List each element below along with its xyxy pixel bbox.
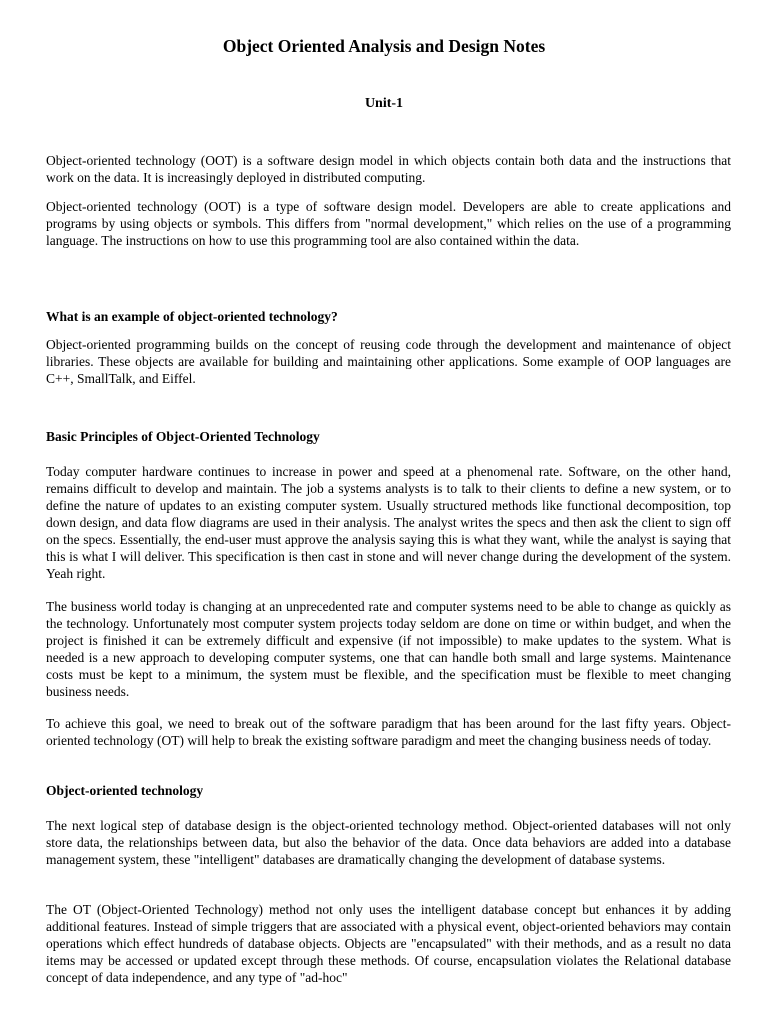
paragraph-database-design: The next logical step of database design is the object-oriented technology method. Object-oriented databases will not only store data, the relationships between data, but also the behavior of the data. Once data behaviors are added into a database management system, these "intelligent" databases are dramatically changing the development of database systems. bbox=[46, 818, 731, 867]
paragraph-achieve-goal: To achieve this goal, we need to break out of the software paradigm that has been around for the last fifty years. Object-oriented technology (OT) will help to break the existing software paradigm and meet the changing business needs of today. bbox=[46, 716, 731, 748]
paragraph-hardware-software: Today computer hardware continues to increase in power and speed at a phenomenal rate. Software, on the other hand, remains difficult to develop and maintain. The job a systems analysts is to talk to their clients to define a new system, or to define the nature of updates to an existing computer system. Usually structured methods like functional decomposition, top down design, and data flow diagrams are used in their analysis. The analyst writes the specs and then ask the client to sign off on the specs. Essentially, the end-user must approve the analysis saying this is what they want, while the analyst is saying that this is what I will deliver. This specification is then cast in stone and will never change during the development of the system. Yeah right. bbox=[46, 464, 731, 581]
paragraph-oot-definition: Object-oriented technology (OOT) is a software design model in which objects contain both data and the instructions that work on the data. It is increasingly deployed in distributed computing. bbox=[46, 153, 731, 185]
paragraph-business-world: The business world today is changing at an unprecedented rate and computer systems need to be able to change as quickly as the technology. Unfortunately most computer system projects today seldom are done on time or within budget, and when the project is finished it can be extremely difficult and expensive (if not impossible) to make updates to the system. What is needed is a new approach to developing computer systems, one that can handle both small and large systems. Maintenance costs must be kept to a minimum, the system must be flexible, and the specification must be flexible to meet changing business needs. bbox=[46, 599, 731, 699]
unit-heading: Unit-1 bbox=[364, 96, 404, 111]
paragraph-oot-design-model: Object-oriented technology (OOT) is a type of software design model. Developers are able to create applications and programs by using objects or symbols. This differs from "normal development," which relies on the use of a programming language. The instructions on how to use this programming tool are also contained within the data. bbox=[46, 199, 731, 248]
heading-object-oriented-technology: Object-oriented technology bbox=[46, 783, 204, 798]
paragraph-ot-method: The OT (Object-Oriented Technology) method not only uses the intelligent database concept but enhances it by adding additional features. Instead of simple triggers that are associated with a physical event, object-oriented behaviors may contain operations which effect hundreds of database objects. Objects are "encapsulated" with their methods, and as a result no data items may be accessed or updated except through these methods. Of course, encapsulation violates the Relational database concept of data independence, and any type of "ad-hoc" bbox=[46, 902, 731, 985]
paragraph-oop-libraries: Object-oriented programming builds on the concept of reusing code through the development and maintenance of object libraries. These objects are available for building and maintaining other applications. Some example of OOP languages are C++, SmallTalk, and Eiffel. bbox=[46, 337, 731, 386]
heading-basic-principles: Basic Principles of Object-Oriented Technology bbox=[46, 429, 320, 444]
heading-oot-example: What is an example of object-oriented technology? bbox=[46, 309, 338, 324]
page-title: Object Oriented Analysis and Design Notes bbox=[222, 36, 546, 56]
